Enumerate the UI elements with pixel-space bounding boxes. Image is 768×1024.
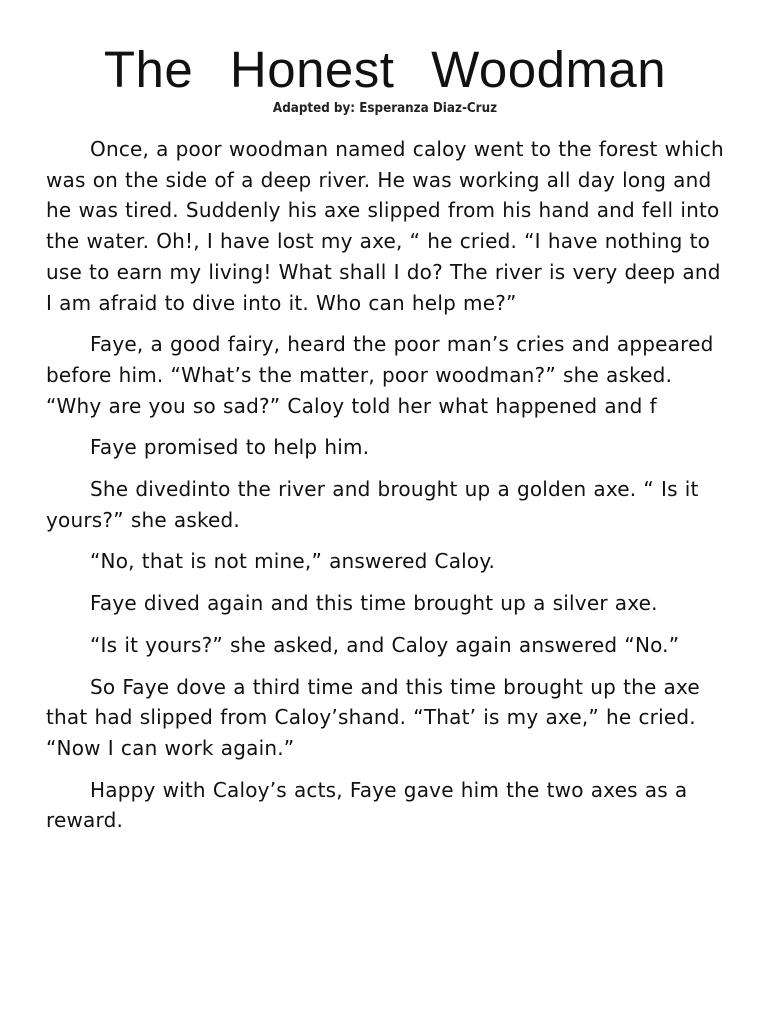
author-byline: Adapted by: Esperanza Diaz-Cruz: [272, 101, 498, 116]
paragraph-7: “Is it yours?” she asked, and Caloy again answered “No.”: [90, 632, 680, 657]
paragraph-2: Faye, a good fairy, heard the poor man’s cries and appeared before him. “What’s the matter, poor woodman?” she asked. “Why are you so sad?” Caloy told her what happened and f: [46, 332, 714, 418]
paragraph-6: Faye dived again and this time brought up a silver axe.: [90, 591, 658, 616]
paragraph-4: She divedinto the river and brought up a golden axe. “ Is it yours?” she asked.: [46, 477, 699, 532]
paragraph-3: Faye promised to help him.: [90, 435, 370, 460]
story-body: [46, 134, 724, 836]
story-title: The Honest Woodman: [103, 41, 667, 98]
paragraph-1: Once, a poor woodman named caloy went to the forest which was on the side of a deep river. He was working all day long and he was tired. Suddenly his axe slipped from his hand and fell into the water. Oh!, I have lost my axe, “ he cried. “I have nothing to use to earn my living! What shall I do? The river is very deep and I am afraid to dive into it. Who can help me?”: [46, 137, 724, 315]
paragraph-8: So Faye dove a third time and this time brought up the axe that had slipped from Caloy’shand. “That’ is my axe,” he cried. “Now I can work again.”: [46, 674, 700, 760]
paragraph-9: Happy with Caloy’s acts, Faye gave him the two axes as a reward.: [46, 777, 688, 833]
paragraph-5: “No, that is not mine,” answered Caloy.: [90, 549, 496, 574]
